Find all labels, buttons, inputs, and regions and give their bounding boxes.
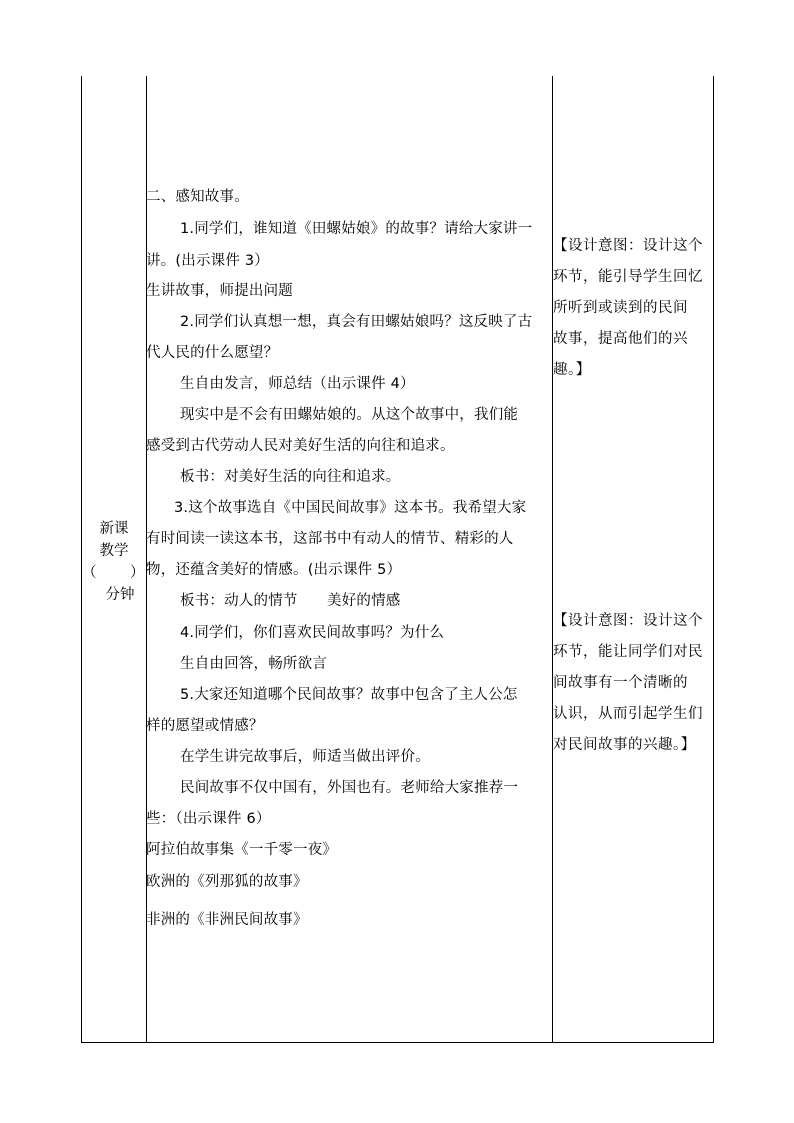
content-line: 样的愿望或情感？ — [146, 718, 264, 734]
duration-blank — [82, 562, 146, 584]
note-line: 环节，能让同学们对民 — [553, 644, 703, 660]
content-line: 民间故事不仅中国有，外国也有。老师给大家推荐一 — [180, 780, 519, 796]
note-line: 故事，提高他们的兴 — [553, 331, 688, 347]
content-line: 在学生讲完故事后，师适当做出评价。 — [180, 749, 430, 765]
content-line: 现实中是不会有田螺姑娘的。从这个故事中，我们能 — [180, 407, 519, 423]
table-border-right — [713, 76, 714, 1042]
content-line: 生讲故事，师提出问题 — [146, 283, 293, 299]
note-line: 认识，从而引起学生们 — [553, 706, 703, 722]
note-line: 【设计意图：设计这个 — [553, 613, 703, 629]
content-line: 2.同学们认真想一想，真会有田螺姑娘吗？这反映了古 — [180, 314, 533, 330]
content-line: 代人民的什么愿望？ — [146, 345, 279, 361]
content-line: 1.同学们，谁知道《田螺姑娘》的故事？请给大家讲一 — [180, 221, 533, 237]
content-line: 板书：对美好生活的向往和追求。 — [180, 469, 401, 485]
content-line: 阿拉伯故事集《一千零一夜》 — [146, 842, 338, 858]
note-line: 所听到或读到的民间 — [553, 300, 688, 316]
content-line: 板书：动人的情节 美好的情感 — [180, 593, 401, 609]
content-line: 5.大家还知道哪个民间故事？故事中包含了主人公怎 — [180, 687, 518, 703]
content-line: 些：（出示课件 6） — [146, 811, 271, 827]
section-label-line2: 教学 — [99, 543, 129, 559]
note-line: 对民间故事的兴趣。】 — [553, 737, 696, 753]
table-border-bottom — [81, 1042, 714, 1043]
content-line: 二、感知故事。 — [146, 189, 249, 205]
note-line: 趣。】 — [553, 362, 591, 378]
section-label-line1: 新课 — [99, 521, 129, 537]
content-line: 3.这个故事选自《中国民间故事》这本书。我希望大家 — [174, 500, 527, 516]
content-line: 讲。(出示课件 3） — [146, 253, 269, 269]
note-line: 【设计意图：设计这个 — [553, 238, 703, 254]
note-line: 间故事有一个清晰的 — [553, 675, 688, 691]
content-line: 4.同学们，你们喜欢民间故事吗？为什么 — [180, 625, 445, 641]
section-label-line4: 分钟 — [105, 587, 135, 603]
design-intent-note-2 — [553, 606, 715, 761]
paren-open: （ — [82, 565, 97, 581]
content-line: 非洲的《非洲民间故事》 — [146, 912, 308, 928]
content-line: 物，还蕴含美好的情感。(出示课件 5） — [146, 562, 402, 578]
design-intent-note-1 — [553, 231, 715, 386]
content-line: 生自由发言，师总结（出示课件 4） — [180, 376, 415, 392]
note-line: 环节，能引导学生回忆 — [553, 269, 703, 285]
content-line: 有时间读一读这本书，这部书中有动人的情节、精彩的人 — [146, 531, 514, 547]
section-label — [82, 518, 146, 606]
content-line: 欧洲的《列那狐的故事》 — [146, 874, 308, 890]
content-line: 感受到古代劳动人民对美好生活的向往和追求。 — [146, 438, 455, 454]
content-line: 生自由回答，畅所欲言 — [180, 656, 327, 672]
paren-close: ） — [130, 565, 145, 581]
